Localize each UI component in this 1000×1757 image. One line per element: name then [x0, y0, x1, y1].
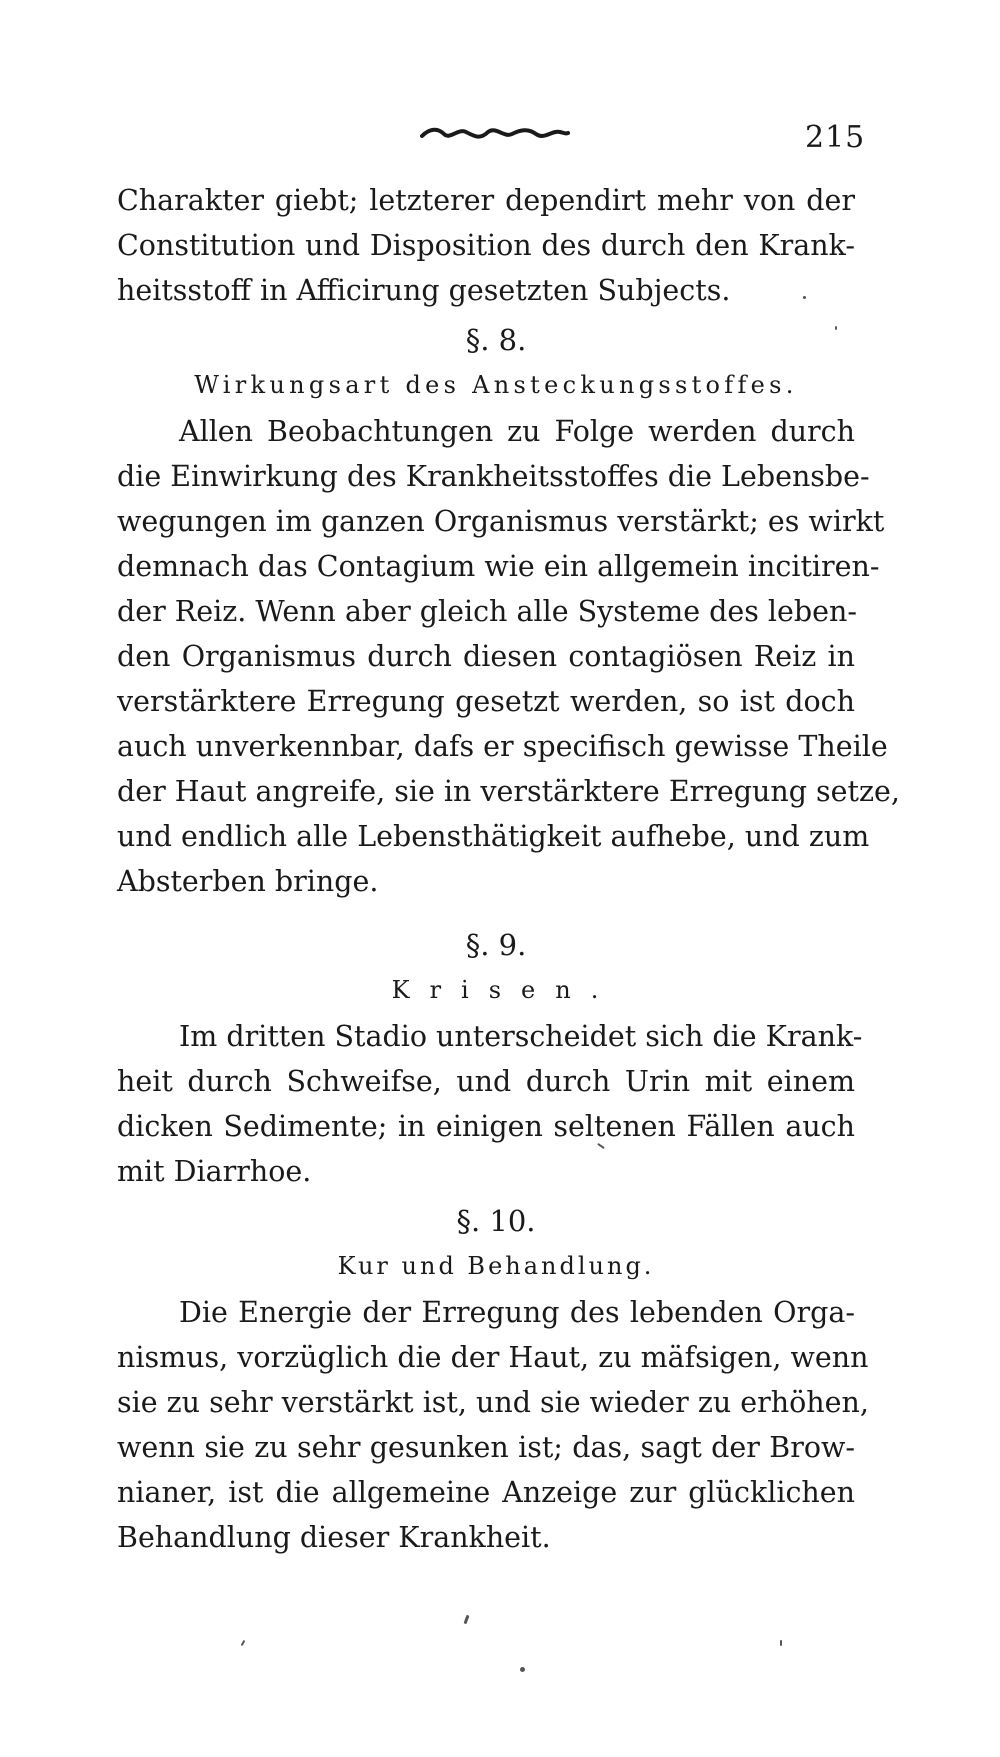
text-line: mit Diarrhoe.	[117, 1155, 312, 1188]
text-line: Absterben bringe.	[117, 865, 379, 898]
ink-speck	[803, 296, 806, 299]
text-line: wenn sie zu sehr gesunken ist; das, sagt der Brow-	[117, 1431, 855, 1464]
page-body	[117, 178, 900, 1560]
text-line: Behandlung dieser Krankheit.	[117, 1521, 551, 1554]
text-line: nismus, vorzüglich die der Haut, zu mäfsigen, wenn	[117, 1341, 869, 1374]
text-line: nianer, ist die allgemeine Anzeige zur glücklichen	[117, 1476, 855, 1509]
text-line: die Einwirkung des Krankheitsstoffes die Lebensbe-	[117, 460, 870, 493]
text-line: Constitution und Disposition des durch den Krank-	[117, 229, 855, 262]
text-line: demnach das Contagium wie ein allgemein incitiren-	[117, 550, 880, 583]
text-line: und endlich alle Lebensthätigkeit aufhebe, und zum	[117, 820, 870, 853]
ink-speck	[464, 1615, 470, 1624]
section-number: §. 9.	[465, 928, 527, 962]
text-line: sie zu sehr verstärkt ist, und sie wieder zu erhöhen,	[117, 1386, 869, 1419]
page-number: 215	[805, 120, 866, 155]
ink-speck	[835, 326, 837, 330]
text-line: der Reiz. Wenn aber gleich alle Systeme des leben-	[117, 595, 858, 628]
text-line: den Organismus durch diesen contagiösen Reiz in	[117, 640, 855, 673]
section-10	[117, 1196, 869, 1560]
spacer	[117, 904, 855, 918]
text-line: wegungen im ganzen Organismus verstärkt; es wirkt	[117, 505, 885, 538]
ink-speck	[241, 1640, 246, 1646]
text-line: dicken Sedimente; in einigen seltenen Fällen auch	[117, 1110, 855, 1143]
text-line: Die Energie der Erregung des lebenden Orga-	[179, 1296, 855, 1329]
header-ornament	[420, 124, 570, 144]
text-line: der Haut angreife, sie in verstärktere Erregung setze,	[117, 775, 900, 808]
ink-speck	[780, 1640, 782, 1646]
text-line: Allen Beobachtungen zu Folge werden durch	[179, 415, 855, 448]
section-title: Kur und Behandlung.	[337, 1252, 655, 1280]
text-line: Im dritten Stadio unterscheidet sich die Krank-	[179, 1020, 863, 1053]
section-number: §. 8.	[465, 323, 527, 357]
text-line: heit durch Schweifse, und durch Urin mit einem	[117, 1065, 855, 1098]
text-line: Charakter giebt; letzterer dependirt mehr von der	[117, 184, 855, 217]
text-line: heitsstoff in Afficirung gesetzten Subjects.	[117, 274, 731, 307]
text-line: verstärktere Erregung gesetzt werden, so ist doch	[117, 685, 855, 718]
section-title: Wirkungsart des Ansteckungsstoffes.	[194, 371, 798, 399]
text-line: auch unverkennbar, dafs er specifisch gewisse Theile	[117, 730, 888, 763]
section-number: §. 10.	[456, 1204, 536, 1238]
section-8	[117, 315, 900, 904]
opening-paragraph	[117, 178, 855, 313]
section-9	[117, 920, 863, 1194]
ink-speck	[520, 1667, 525, 1672]
section-title: Krisen.	[391, 976, 619, 1004]
